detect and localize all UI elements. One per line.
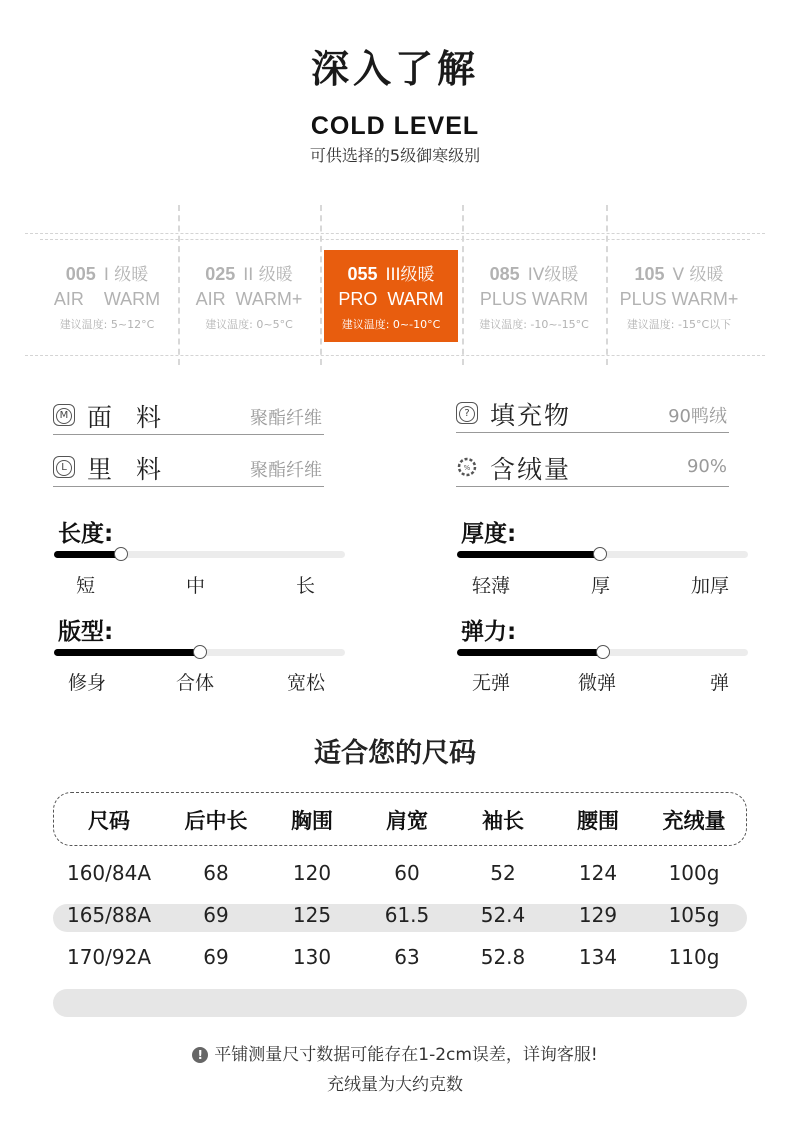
slider-tick: 长 [296, 575, 316, 597]
lining-icon: L [53, 456, 75, 478]
fit-label: 版型: [58, 619, 114, 645]
slider-tick: 中 [186, 575, 206, 597]
slider-knob [193, 645, 207, 659]
material-lining-row [53, 450, 324, 487]
fit-slider [54, 649, 345, 656]
divider [40, 239, 750, 240]
table-cell: 52 [490, 861, 516, 885]
column-header: 后中长 [184, 809, 248, 833]
slider-tick: 弹 [710, 672, 730, 694]
filling-icon: ? [456, 402, 478, 424]
elasticity-slider [457, 649, 748, 656]
table-cell: 160/84A [66, 861, 152, 885]
table-cell: 124 [578, 861, 618, 885]
material-value: 聚酯纤维 [250, 408, 322, 429]
column-header: 尺码 [88, 809, 130, 833]
level-card-025[interactable] [182, 250, 316, 342]
level-grade: IV级暖 [527, 265, 579, 285]
slider-tick: 合体 [176, 672, 215, 694]
slider-fill [457, 649, 603, 656]
table-cell: 69 [203, 945, 229, 969]
level-name: AIR WARM+ [195, 289, 303, 309]
column-header: 腰围 [577, 809, 619, 833]
table-cell: 110g [668, 945, 720, 969]
level-card-055[interactable] [324, 250, 458, 342]
table-cell: 125 [292, 903, 332, 927]
section-title: 深入了解 [310, 47, 479, 91]
size-table-title: 适合您的尺码 [314, 738, 476, 769]
divider [25, 233, 765, 234]
fabric-icon: M [53, 404, 75, 426]
level-card-085[interactable] [467, 250, 601, 342]
column-header: 肩宽 [386, 809, 428, 833]
level-code: 105 [634, 264, 665, 284]
slider-tick: 加厚 [691, 575, 730, 597]
level-code: 025 [205, 264, 236, 284]
measurement-note [0, 1040, 790, 1065]
down-content-icon [456, 456, 478, 478]
warning-icon: ! [192, 1047, 208, 1063]
table-cell: 130 [292, 945, 332, 969]
level-grade: II 级暖 [243, 265, 293, 285]
slider-knob [114, 547, 128, 561]
table-cell: 68 [203, 861, 229, 885]
slider-fill [457, 551, 600, 558]
level-name: PRO WARM [338, 289, 444, 309]
level-temperature: 建议温度: -10~-15°C [479, 318, 589, 331]
level-code: 055 [347, 264, 378, 284]
table-cell: 120 [292, 861, 332, 885]
level-temperature: 建议温度: 0~5°C [205, 318, 293, 331]
level-code: 085 [489, 264, 520, 284]
slider-fill [54, 649, 200, 656]
level-grade: I 级暖 [103, 265, 149, 285]
cold-level-subtitle: 可供选择的5级御寒级别 [309, 146, 481, 165]
table-cell: 63 [394, 945, 420, 969]
level-name: PLUS WARM [479, 289, 589, 309]
material-label: 填充物 [490, 401, 572, 430]
slider-tick: 短 [76, 575, 96, 597]
divider [462, 205, 464, 365]
divider [320, 205, 322, 365]
level-name: AIR WARM [53, 289, 161, 309]
length-label: 长度: [58, 521, 114, 547]
table-footer-bar [53, 989, 747, 1017]
material-filling-row [456, 396, 729, 433]
level-temperature: 建议温度: -15°C以下 [626, 318, 732, 331]
level-card-005[interactable] [40, 250, 174, 342]
divider [606, 205, 608, 365]
thickness-slider [457, 551, 748, 558]
table-cell: 170/92A [66, 945, 152, 969]
level-code: 005 [65, 264, 96, 284]
level-grade: III级暖 [385, 265, 435, 285]
level-grade: V 级暖 [672, 265, 724, 285]
slider-knob [596, 645, 610, 659]
column-header: 充绒量 [662, 809, 726, 833]
material-value: 90鸭绒 [668, 406, 727, 427]
column-header: 胸围 [291, 809, 333, 833]
slider-tick: 无弹 [472, 672, 511, 694]
table-cell: 134 [578, 945, 618, 969]
elasticity-label: 弹力: [461, 619, 517, 645]
table-cell: 52.4 [480, 903, 526, 927]
slider-tick: 轻薄 [472, 575, 511, 597]
table-cell: 105g [668, 903, 720, 927]
column-header: 袖长 [482, 809, 524, 833]
divider [25, 355, 765, 356]
slider-fill [54, 551, 121, 558]
slider-tick: 修身 [68, 672, 107, 694]
table-cell: 165/88A [66, 903, 152, 927]
svg-text:%: % [463, 464, 471, 472]
level-temperature: 建议温度: 0~-10°C [341, 318, 441, 331]
thickness-label: 厚度: [461, 521, 517, 547]
material-down-row [456, 450, 729, 487]
material-value: 聚酯纤维 [250, 460, 322, 481]
table-cell: 52.8 [480, 945, 526, 969]
table-cell: 61.5 [384, 903, 430, 927]
cold-level-title: COLD LEVEL [310, 112, 480, 140]
level-card-105[interactable] [612, 250, 746, 342]
down-amount-note: 充绒量为大约克数 [327, 1075, 463, 1095]
slider-tick: 厚 [591, 575, 611, 597]
table-cell: 69 [203, 903, 229, 927]
material-value: 90% [686, 456, 727, 477]
material-fabric-row [53, 398, 324, 435]
slider-tick: 微弹 [578, 672, 617, 694]
slider-tick: 宽松 [287, 672, 326, 694]
note-text: 平铺测量尺寸数据可能存在1-2cm误差，详询客服! [214, 1045, 598, 1065]
table-cell: 60 [394, 861, 420, 885]
length-slider [54, 551, 345, 558]
slider-knob [593, 547, 607, 561]
level-name: PLUS WARM+ [619, 289, 739, 309]
material-label: 含绒量 [490, 455, 572, 484]
divider [178, 205, 180, 365]
level-temperature: 建议温度: 5~12°C [59, 318, 155, 331]
table-cell: 100g [668, 861, 720, 885]
material-label: 面料 [87, 403, 186, 432]
table-cell: 129 [578, 903, 618, 927]
material-label: 里料 [87, 455, 186, 484]
